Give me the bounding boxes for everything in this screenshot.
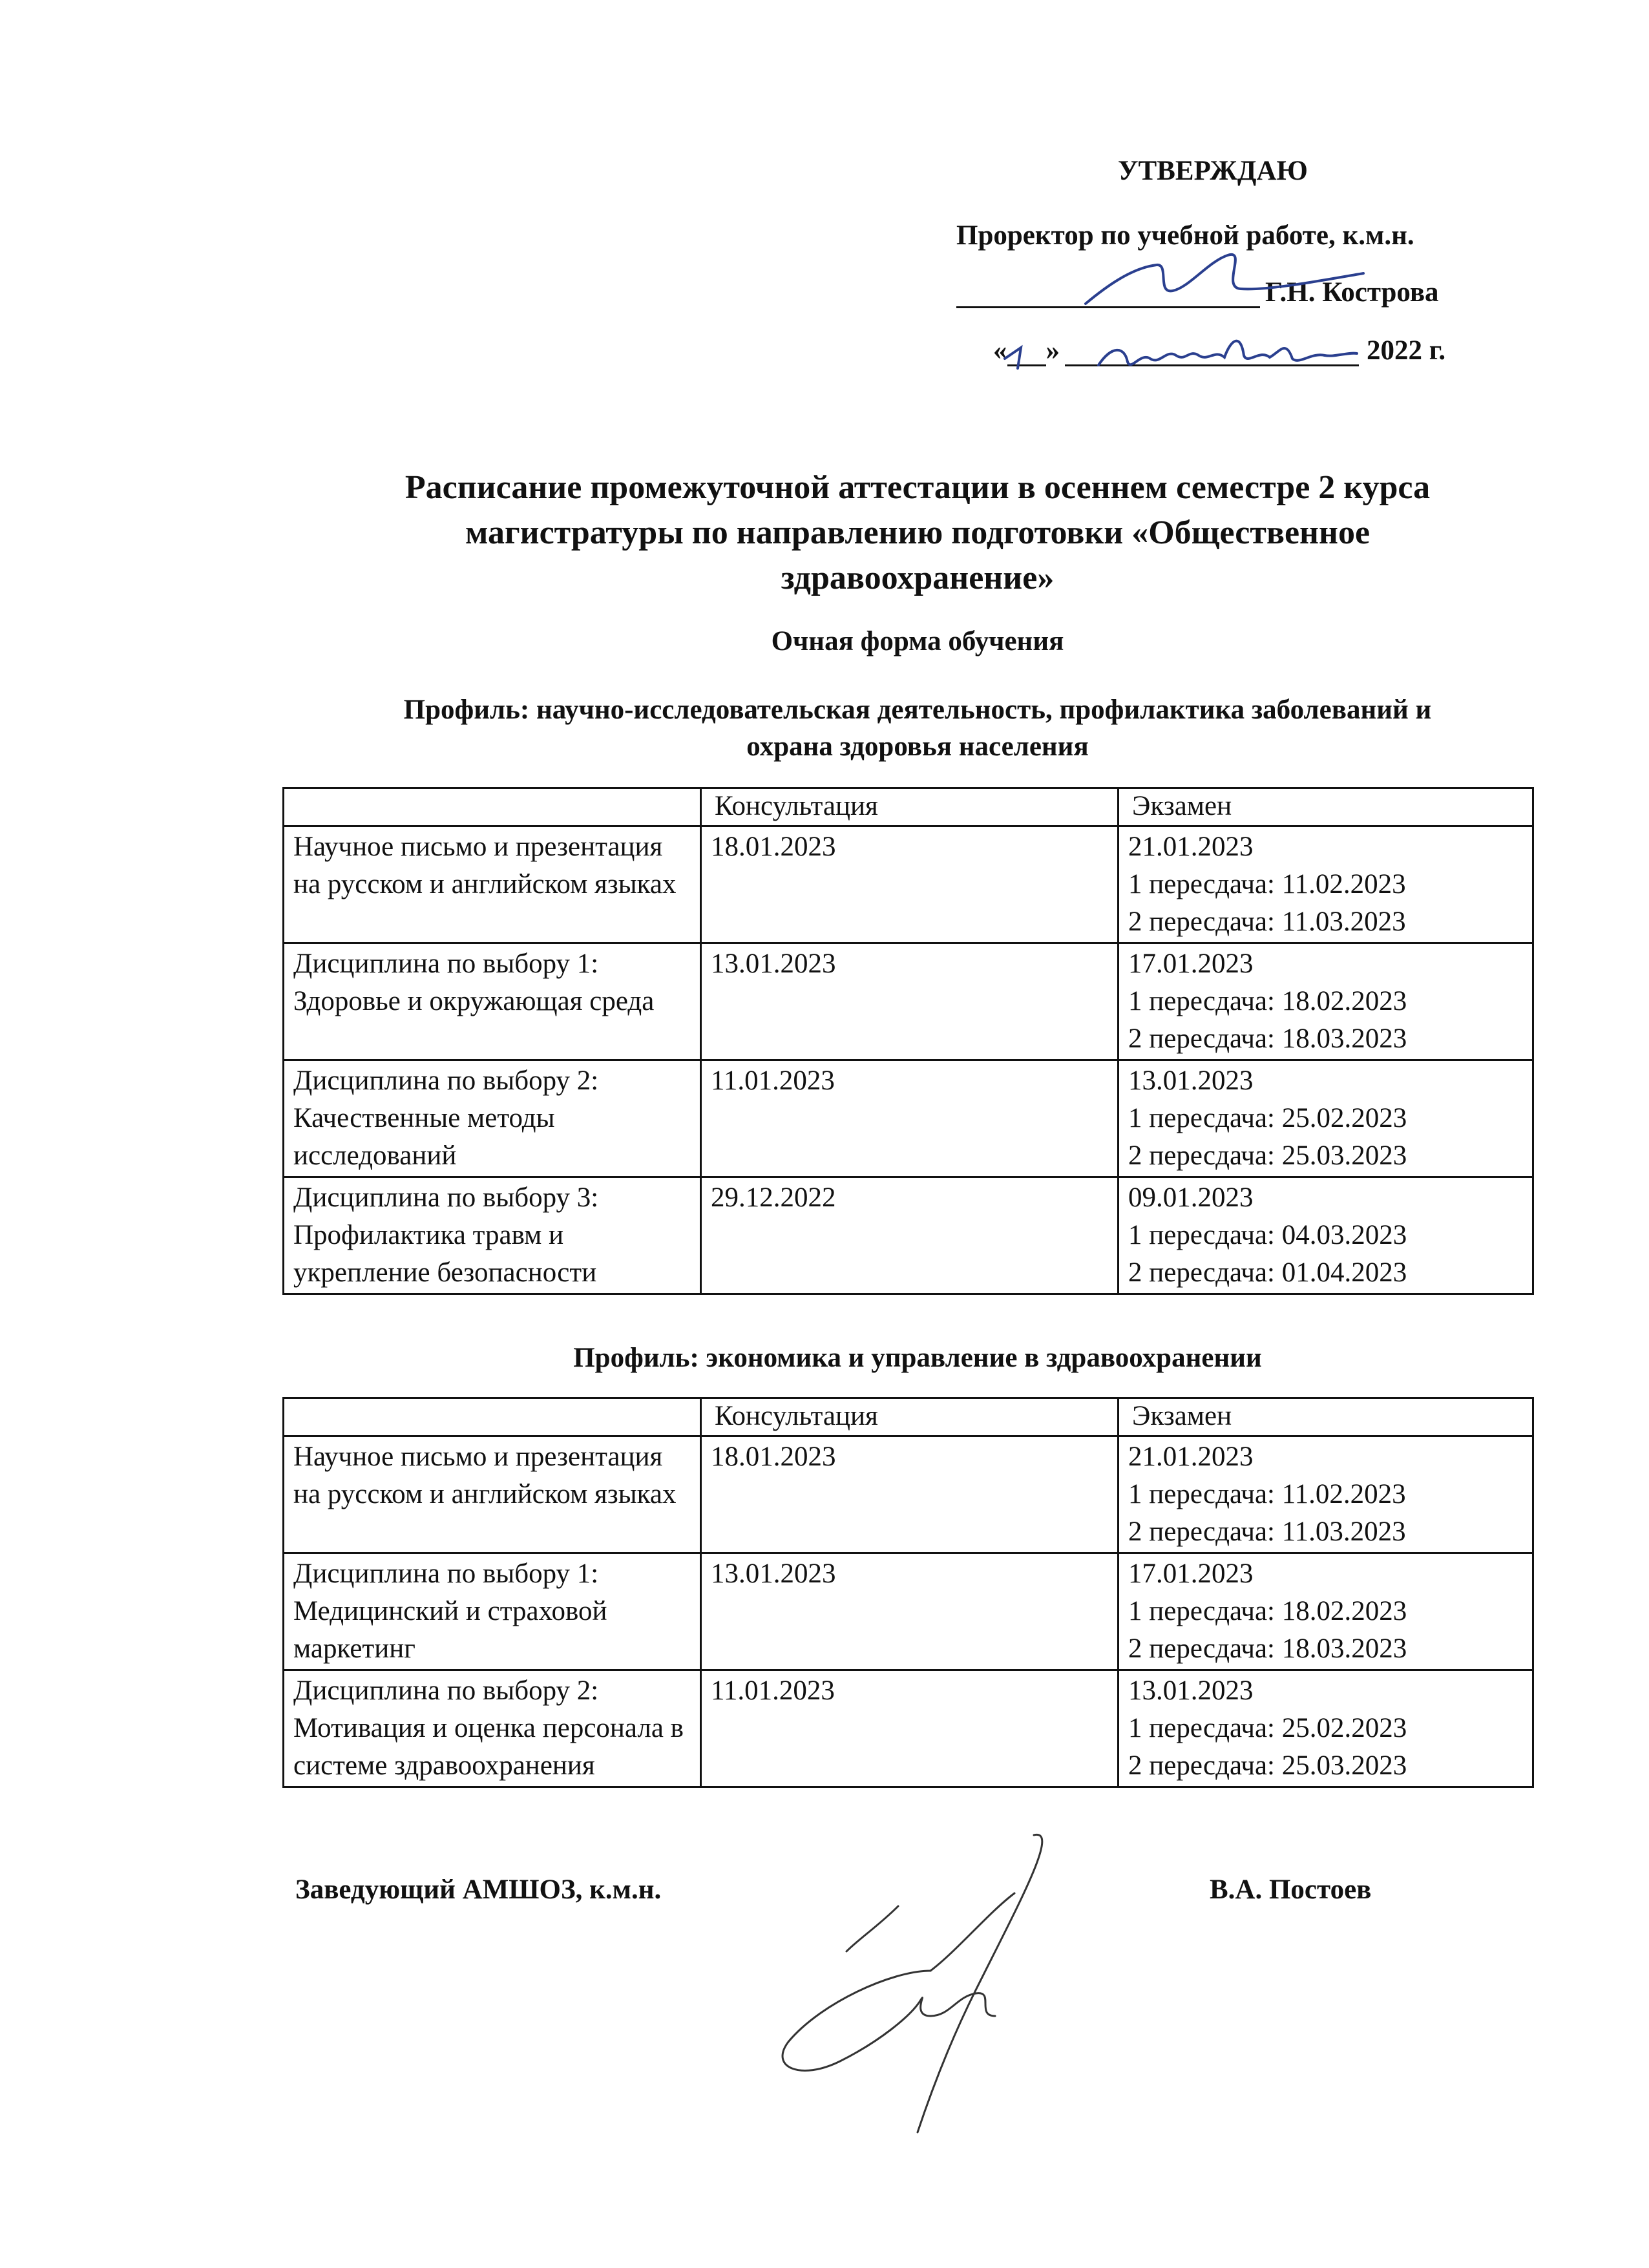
retake2: 2 пересдача: 25.03.2023 <box>1128 1750 1407 1781</box>
header-cell: Консультация <box>701 1398 1119 1436</box>
exam-cell <box>1119 1670 1533 1787</box>
exam-cell <box>1119 1060 1533 1177</box>
document-title <box>284 465 1551 601</box>
profile1-schedule-table <box>282 787 1534 1295</box>
retake1: 1 пересдача: 11.02.2023 <box>1128 1479 1406 1509</box>
table-row <box>284 1060 1533 1177</box>
date-month-handwritten <box>1092 326 1363 378</box>
table-row <box>284 1436 1533 1553</box>
retake2: 2 пересдача: 11.03.2023 <box>1128 1517 1406 1547</box>
subject-cell: Дисциплина по выбору 1: Медицинский и страховой маркетинг <box>284 1553 701 1670</box>
approver-position: Проректор по учебной работе, к.м.н. <box>956 220 1414 251</box>
retake1: 1 пересдача: 25.02.2023 <box>1128 1713 1407 1743</box>
retake2: 2 пересдача: 11.03.2023 <box>1128 907 1406 937</box>
date-day-handwritten <box>998 336 1044 375</box>
exam-cell <box>1119 1553 1533 1670</box>
exam-date: 21.01.2023 <box>1128 1442 1254 1472</box>
retake2: 2 пересдача: 25.03.2023 <box>1128 1140 1407 1171</box>
consultation-cell: 11.01.2023 <box>701 1670 1119 1787</box>
retake1: 1 пересдача: 18.02.2023 <box>1128 1596 1407 1626</box>
profile1-heading-line: Профиль: научно-исследовательская деятельность, профилактика заболеваний и <box>403 695 1432 725</box>
profile2-heading: Профиль: экономика и управление в здравоохранении <box>573 1343 1262 1373</box>
header-cell: Экзамен <box>1119 788 1533 826</box>
consultation-cell: 13.01.2023 <box>701 1553 1119 1670</box>
consultation-cell: 13.01.2023 <box>701 943 1119 1060</box>
consultation-cell: 18.01.2023 <box>701 826 1119 943</box>
table-header-row <box>284 1398 1533 1436</box>
approver-signature <box>1060 242 1383 320</box>
header-cell: Экзамен <box>1119 1398 1533 1436</box>
document-title-line: магистратуры по направлению подготовки «Общественное <box>465 514 1371 551</box>
retake2: 2 пересдача: 01.04.2023 <box>1128 1257 1407 1288</box>
subject-cell: Научное письмо и презентация на русском и английском языках <box>284 1436 701 1553</box>
subject-cell: Дисциплина по выбору 2: Мотивация и оценка персонала в системе здравоохранения <box>284 1670 701 1787</box>
approver-name: Г.Н. Кострова <box>1265 277 1439 308</box>
subject-cell: Дисциплина по выбору 3: Профилактика травм и укрепление безопасности <box>284 1177 701 1294</box>
study-form: Очная форма обучения <box>771 626 1064 656</box>
retake2: 2 пересдача: 18.03.2023 <box>1128 1024 1407 1054</box>
exam-cell <box>1119 826 1533 943</box>
header-cell <box>284 1398 701 1436</box>
profile2-schedule-table <box>282 1397 1534 1788</box>
head-position: Заведующий АМШОЗ, к.м.н. <box>295 1874 662 1905</box>
table-row <box>284 1177 1533 1294</box>
profile1-heading-line: охрана здоровья населения <box>746 731 1089 762</box>
retake1: 1 пересдача: 25.02.2023 <box>1128 1103 1407 1133</box>
profile1-heading <box>284 691 1551 765</box>
retake1: 1 пересдача: 11.02.2023 <box>1128 869 1406 899</box>
exam-date: 17.01.2023 <box>1128 1559 1254 1589</box>
table-row <box>284 943 1533 1060</box>
consultation-cell: 29.12.2022 <box>701 1177 1119 1294</box>
exam-date: 21.01.2023 <box>1128 832 1254 862</box>
table-header-row <box>284 788 1533 826</box>
date-year: 2022 г. <box>1367 335 1446 366</box>
approval-date: « » 2022 г. <box>993 335 1446 366</box>
exam-cell <box>1119 1177 1533 1294</box>
table-row <box>284 1553 1533 1670</box>
consultation-cell: 18.01.2023 <box>701 1436 1119 1553</box>
document-title-line: здравоохранение» <box>781 560 1055 596</box>
exam-date: 09.01.2023 <box>1128 1182 1254 1213</box>
exam-cell <box>1119 943 1533 1060</box>
exam-cell <box>1119 1436 1533 1553</box>
retake1: 1 пересдача: 04.03.2023 <box>1128 1220 1407 1250</box>
table-row <box>284 1670 1533 1787</box>
head-signature <box>762 1822 1176 2158</box>
exam-date: 13.01.2023 <box>1128 1066 1254 1096</box>
retake1: 1 пересдача: 18.02.2023 <box>1128 986 1407 1016</box>
subject-cell: Научное письмо и презентация на русском и английском языках <box>284 826 701 943</box>
head-name: В.А. Постоев <box>1210 1874 1372 1905</box>
subject-cell: Дисциплина по выбору 1: Здоровье и окружающая среда <box>284 943 701 1060</box>
header-cell <box>284 788 701 826</box>
header-cell: Консультация <box>701 788 1119 826</box>
consultation-cell: 11.01.2023 <box>701 1060 1119 1177</box>
exam-date: 13.01.2023 <box>1128 1675 1254 1706</box>
table-row <box>284 826 1533 943</box>
exam-date: 17.01.2023 <box>1128 949 1254 979</box>
retake2: 2 пересдача: 18.03.2023 <box>1128 1633 1407 1664</box>
subject-cell: Дисциплина по выбору 2: Качественные методы исследований <box>284 1060 701 1177</box>
document-title-line: Расписание промежуточной аттестации в осеннем семестре 2 курса <box>404 469 1431 506</box>
approval-title: УТВЕРЖДАЮ <box>1118 156 1308 186</box>
